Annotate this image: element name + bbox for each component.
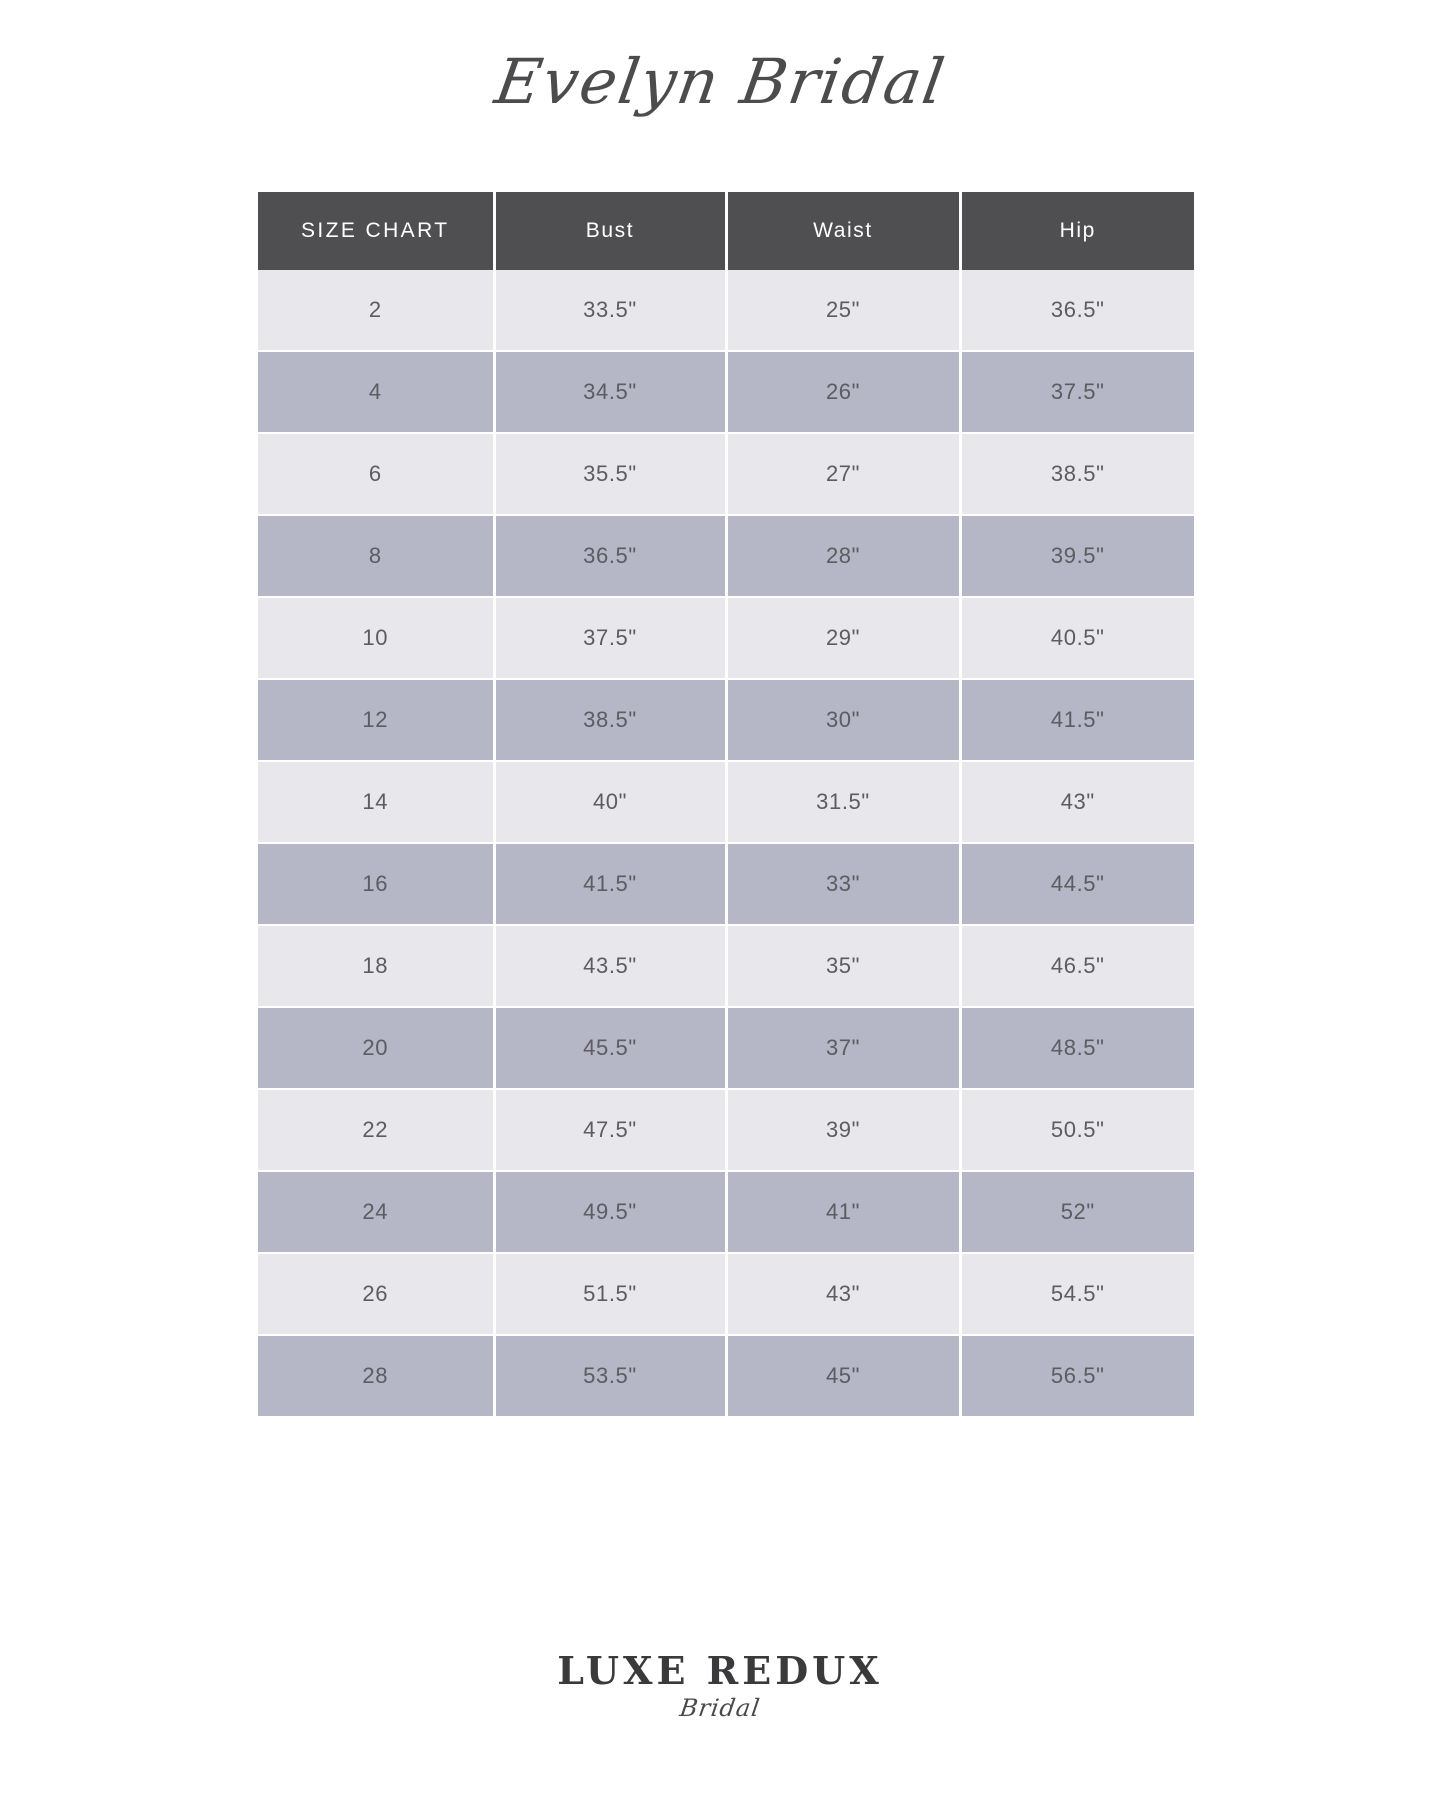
table-header	[258, 192, 1194, 270]
cell-size: 8	[258, 515, 494, 597]
table-row	[258, 843, 1194, 925]
table-row	[258, 1089, 1194, 1171]
cell-waist: 41"	[726, 1171, 960, 1253]
cell-hip: 52"	[960, 1171, 1194, 1253]
cell-bust: 43.5"	[494, 925, 726, 1007]
size-chart-table	[258, 192, 1194, 1416]
cell-bust: 35.5"	[494, 433, 726, 515]
table-row	[258, 597, 1194, 679]
cell-bust: 49.5"	[494, 1171, 726, 1253]
cell-bust: 33.5"	[494, 270, 726, 351]
table-row	[258, 925, 1194, 1007]
cell-size: 18	[258, 925, 494, 1007]
cell-bust: 41.5"	[494, 843, 726, 925]
cell-bust: 45.5"	[494, 1007, 726, 1089]
cell-size: 6	[258, 433, 494, 515]
table-row	[258, 679, 1194, 761]
cell-waist: 28"	[726, 515, 960, 597]
cell-hip: 56.5"	[960, 1335, 1194, 1416]
cell-size: 26	[258, 1253, 494, 1335]
cell-hip: 38.5"	[960, 433, 1194, 515]
table-row	[258, 515, 1194, 597]
table-row	[258, 1007, 1194, 1089]
cell-waist: 26"	[726, 351, 960, 433]
table-row	[258, 433, 1194, 515]
cell-size: 14	[258, 761, 494, 843]
column-header-bust: Bust	[494, 192, 726, 270]
cell-size: 10	[258, 597, 494, 679]
footer-logo-sub: Bridal	[677, 1694, 763, 1722]
cell-waist: 33"	[726, 843, 960, 925]
brand-name: Evelyn Bridal	[489, 45, 951, 118]
table-header-row	[258, 192, 1194, 270]
cell-size: 20	[258, 1007, 494, 1089]
table-row	[258, 761, 1194, 843]
cell-waist: 27"	[726, 433, 960, 515]
cell-bust: 37.5"	[494, 597, 726, 679]
cell-size: 4	[258, 351, 494, 433]
table-row	[258, 270, 1194, 351]
cell-waist: 30"	[726, 679, 960, 761]
cell-bust: 40"	[494, 761, 726, 843]
cell-size: 12	[258, 679, 494, 761]
footer-logo	[0, 1648, 1440, 1722]
column-header-size: SIZE CHART	[258, 192, 494, 270]
cell-bust: 34.5"	[494, 351, 726, 433]
column-header-hip: Hip	[960, 192, 1194, 270]
cell-hip: 50.5"	[960, 1089, 1194, 1171]
cell-bust: 36.5"	[494, 515, 726, 597]
cell-hip: 40.5"	[960, 597, 1194, 679]
cell-bust: 38.5"	[494, 679, 726, 761]
size-chart-table-container	[258, 192, 1194, 1416]
cell-size: 28	[258, 1335, 494, 1416]
cell-size: 2	[258, 270, 494, 351]
cell-waist: 45"	[726, 1335, 960, 1416]
brand-header	[0, 45, 1440, 118]
table-row	[258, 1253, 1194, 1335]
table-row	[258, 1335, 1194, 1416]
cell-waist: 37"	[726, 1007, 960, 1089]
cell-hip: 36.5"	[960, 270, 1194, 351]
cell-hip: 44.5"	[960, 843, 1194, 925]
cell-size: 16	[258, 843, 494, 925]
table-row	[258, 1171, 1194, 1253]
cell-waist: 35"	[726, 925, 960, 1007]
cell-size: 22	[258, 1089, 494, 1171]
cell-waist: 43"	[726, 1253, 960, 1335]
table-row	[258, 351, 1194, 433]
cell-waist: 29"	[726, 597, 960, 679]
table-body	[258, 270, 1194, 1416]
cell-bust: 47.5"	[494, 1089, 726, 1171]
cell-hip: 41.5"	[960, 679, 1194, 761]
cell-hip: 43"	[960, 761, 1194, 843]
cell-size: 24	[258, 1171, 494, 1253]
footer-logo-main: LUXE REDUX	[557, 1648, 883, 1693]
cell-hip: 46.5"	[960, 925, 1194, 1007]
cell-waist: 31.5"	[726, 761, 960, 843]
column-header-waist: Waist	[726, 192, 960, 270]
cell-hip: 48.5"	[960, 1007, 1194, 1089]
cell-waist: 25"	[726, 270, 960, 351]
cell-hip: 37.5"	[960, 351, 1194, 433]
cell-bust: 53.5"	[494, 1335, 726, 1416]
cell-bust: 51.5"	[494, 1253, 726, 1335]
cell-hip: 39.5"	[960, 515, 1194, 597]
cell-waist: 39"	[726, 1089, 960, 1171]
cell-hip: 54.5"	[960, 1253, 1194, 1335]
